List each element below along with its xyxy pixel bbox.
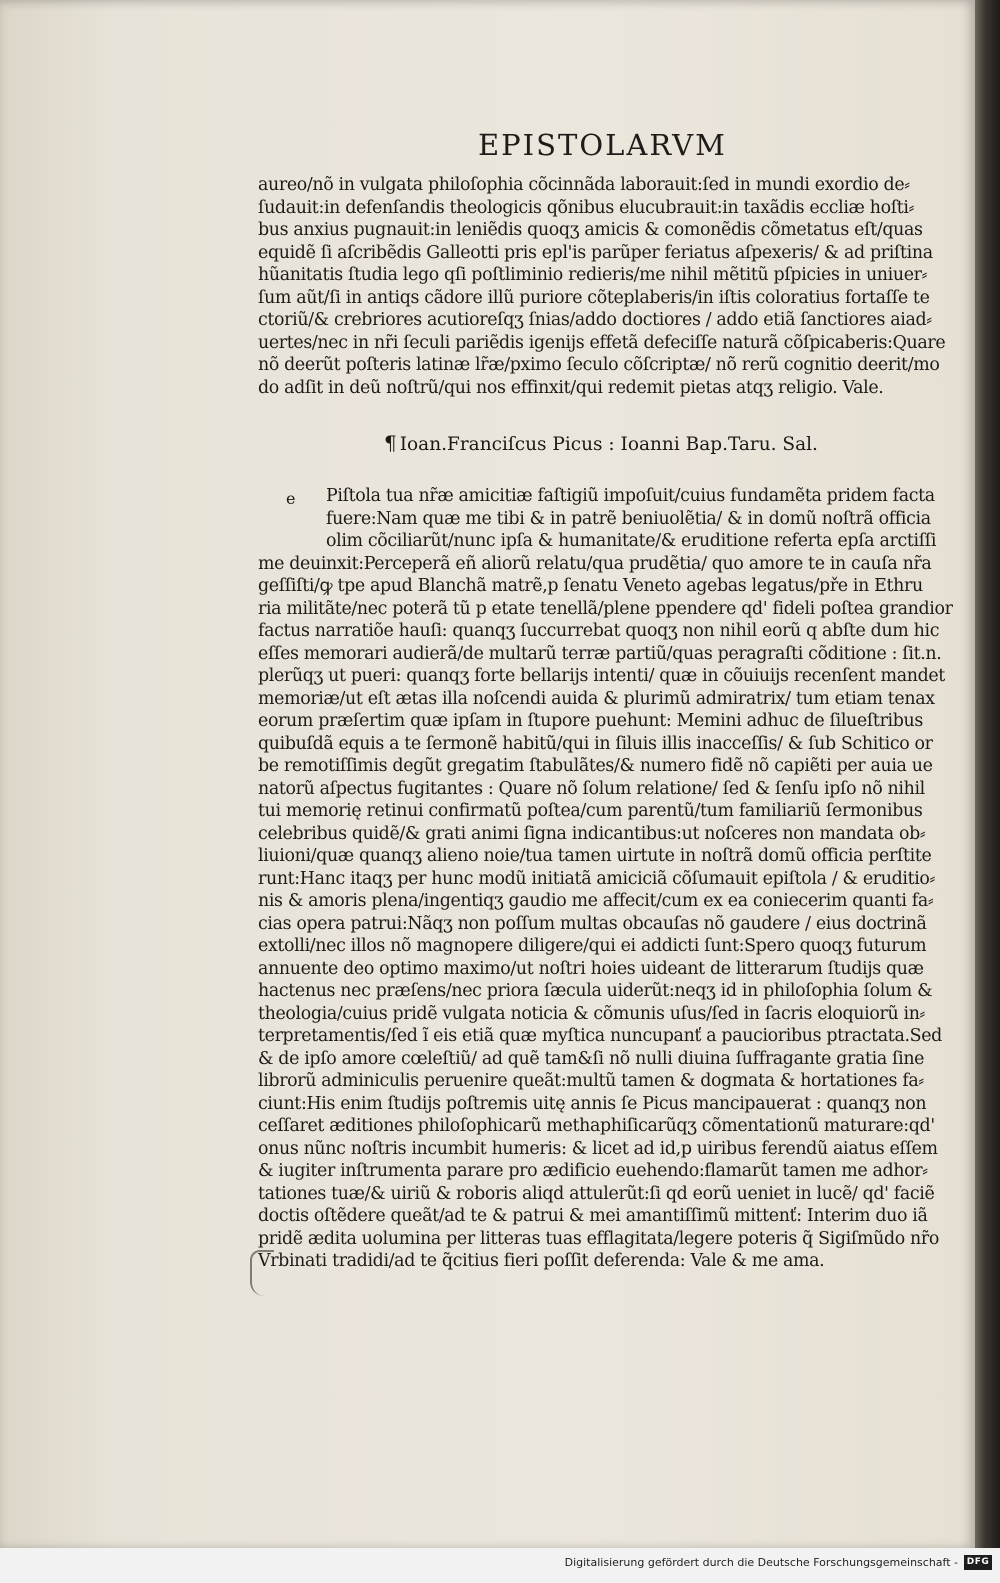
letter-text-previous — [258, 174, 963, 399]
text-line: ſum aũt/ſi in antiqs cãdore illũ puriore cõteplaberis/in iſtis coloratius fortaſſe te — [258, 287, 930, 308]
text-line: theologia/cuius pridẽ vulgata noticia & cõmunis uſus/ſed in ſacris eloquiorũ in⸗ — [258, 1003, 925, 1024]
text-line: natorũ aſpectus fugitantes : Quare nõ ſolum relatione/ ſed & ſenſu ipſo nõ nihil — [258, 778, 925, 799]
text-line: hactenus nec præſens/nec priora ſæcula uiderũt:neqʒ id in philoſophia ſolum & — [258, 981, 933, 1001]
text-line: bus anxius pugnauit:in leniẽdis quoqʒ amicis & comonẽdis cõmetatus eſt/quas — [258, 220, 923, 240]
text-line: ciunt:His enim ſtudijs poſtremis uitę annis ſe Picus mancipauerat : quanqʒ non — [258, 1093, 927, 1114]
text-line: eorum præſertim quæ ipſam in ſtupore puehunt: Memini adhuc de ſilueſtribus — [258, 711, 923, 731]
text-line: quibuſdã equis a te ſermonẽ habitũ/qui in ſiluis illis inacceſſis/ & ſub Schitico or — [258, 733, 933, 754]
text-line: nis & amoris plena/ingentiqʒ gaudio me affecit/cum ex ea coniecerim quanti fa⸗ — [258, 891, 934, 911]
running-head: EPISTOLARVM — [478, 128, 727, 162]
pilcrow-mark: ¶ — [384, 431, 397, 455]
initial-flourish — [250, 1250, 274, 1296]
text-line: cias opera patrui:Nãqʒ non poſſum multas obcauſas nõ gaudere / eius doctrinã — [258, 913, 927, 934]
text-line: geſſiſti/ꝙ tpe apud Blanchã matrẽ,p ſenatu Veneto agebas legatus/pře in Ethru — [258, 576, 923, 596]
funding-notice: Digitalisierung gefördert durch die Deutsche Forschungsgemeinschaft - — [564, 1556, 958, 1569]
book-edge-shadow — [975, 0, 1000, 1548]
text-line: nõ deerũt poſteris latinæ lr̃æ/pximo ſeculo cõſcriptæ/ nõ rerũ cognitio deerit/mo — [258, 355, 940, 375]
text-line: & iugiter inſtrumenta parare pro ædificio euehendo:flamarũt tamen me adhor⸗ — [258, 1161, 928, 1181]
text-line: fuere:Nam quæ me tibi & in patrẽ beniuolẽtia/ & in domũ noſtrã officia — [326, 508, 931, 529]
text-line: me deuinxit:Perceperã eñ aliorũ relatu/qua prudẽtia/ quo amore te in cauſa nr̃a — [258, 553, 932, 574]
text-line: be remotiſſimis degũt gregatim ſtabulãtes/& numero fidẽ nõ capiẽti per auia ue — [258, 756, 933, 776]
letter-text-picus — [258, 485, 963, 1273]
text-line: hũanitatis ſtudia lego qſi poſtliminio redieris/me nihil mẽtitũ pſpicies in uniuer⸗ — [258, 265, 928, 285]
text-line: liuioni/quæ quanqʒ alieno noie/tua tamen uirtute in noſtrã domũ officia perſtite — [258, 846, 932, 866]
text-line: celebribus quidẽ/& grati animi ſigna indicantibus:ut noſceres non mandata ob⸗ — [258, 823, 926, 844]
text-line: & de ipſo amore cœleſtiũ/ ad quẽ tam&ſi nõ nulli diuina ſuffragante gratia ſine — [258, 1048, 925, 1069]
text-line: extolli/nec illos nõ magnopere diligere/qui ei addicti ſunt:Spero quoqʒ futurum — [258, 936, 927, 956]
text-line: factus narratiõe hauſi: quanqʒ ſuccurrebat quoqʒ non nihil eorũ q abſte dum hic — [258, 621, 940, 641]
text-line: ſudauit:in defenſandis theologicis qõnibus elucubrauit:in taxãdis eccliæ hoſti⸗ — [258, 197, 915, 218]
text-line: Vrbinati tradidi/ad te q̃citius fieri poſſit deferenda: Vale & me ama. — [258, 1251, 825, 1271]
text-line: plerũqʒ ut pueri: quanqʒ forte bellarijs intenti/ quæ in cõuiuijs recenſent mandet — [258, 666, 945, 686]
text-line: tationes tuæ/& uiriũ & roboris aliqd attulerũt:ſi qd eorũ ueniet in lucẽ/ qd' faciẽ — [258, 1183, 935, 1204]
text-line: ctoriũ/& crebriores acutioreſqʒ ſnias/addo doctiores / addo etiã ſanctiores aiad⸗ — [258, 310, 932, 330]
text-line: memoriæ/ut eſt ætas illa noſcendi auida & plurimũ admiratrix/ tum etiam tenax — [258, 688, 935, 709]
text-line: onus nũnc noſtris incumbit humeris: & licet ad id,p uiribus ferendũ aiatus eſſem — [258, 1138, 938, 1159]
text-line: eſſes memorari audierã/de multarũ terræ partiũ/quas peragraſti cõditione : ſit.n. — [258, 643, 942, 664]
text-line: equidẽ ſi aſcribẽdis Galleotti pris epl'is parũper feriatus aſpexeris/ & ad priſtina — [258, 242, 933, 263]
letter-heading — [384, 431, 818, 455]
text-line: annuente deo optimo maximo/ut noſtri hoies uideant de litterarum ſtudijs quæ — [258, 958, 924, 979]
text-line: librorũ adminiculis peruenire queãt:multũ tamen & dogmata & hortationes fa⸗ — [258, 1071, 924, 1091]
text-line: do adſit in deũ noſtrũ/qui nos effinxit/qui redemit pietas atqʒ religio. Vale. — [258, 377, 884, 398]
text-line: aureo/nõ in vulgata philoſophia cõcinnãda laborauit:ſed in mundi exordio de⸗ — [258, 175, 910, 195]
text-line: terpretamentis/ſed ĩ eis etiã quæ myſtica nuncupanť a paucioribus ptractata.Sed — [258, 1026, 942, 1046]
text-line: olim cõciliarũt/nunc ipſa & humanitate/& eruditione referta epſa arctiſſi — [326, 531, 937, 551]
text-line: ria militãte/nec poterã tũ p etate tenellã/plene ppendere qd' fideli poſtea grandior — [258, 598, 953, 619]
text-line: runt:Hanc itaqʒ per hunc modũ initiatã amiciciã cõſumauit epiſtola / & eruditio⸗ — [258, 868, 935, 889]
dfg-logo: DFG — [964, 1555, 992, 1570]
text-line: ceſſaret æditiones philoſophicarũ methaphiſicarũqʒ cõmentationũ maturare:qd' — [258, 1116, 935, 1136]
text-line: pridẽ ædita uolumina per litteras tuas efflagitata/legere poteris q̃ Sigiſmũdo nr̃o — [258, 1228, 939, 1249]
letter-heading-text: Ioan.Franciſcus Picus : Ioanni Bap.Taru. Sal. — [399, 434, 818, 455]
text-line: Piſtola tua nr̃æ amicitiæ faſtigiũ impoſuit/cuius fundamẽta pridem facta — [326, 486, 935, 506]
text-line: tui memorię retinui confirmatũ poſtea/cum parentũ/tum familiariũ ſermonibus — [258, 801, 923, 821]
guide-letter: e — [286, 489, 296, 508]
text-line: doctis oſtẽdere queãt/ad te & patrui & mei amantiſſimũ mittenť: Interim duo iã — [258, 1206, 928, 1226]
text-line: uertes/nec in nr̃i ſeculi pariẽdis igenijs effetã defeciſſe naturã cõſpicaberis:Quare — [258, 332, 946, 353]
